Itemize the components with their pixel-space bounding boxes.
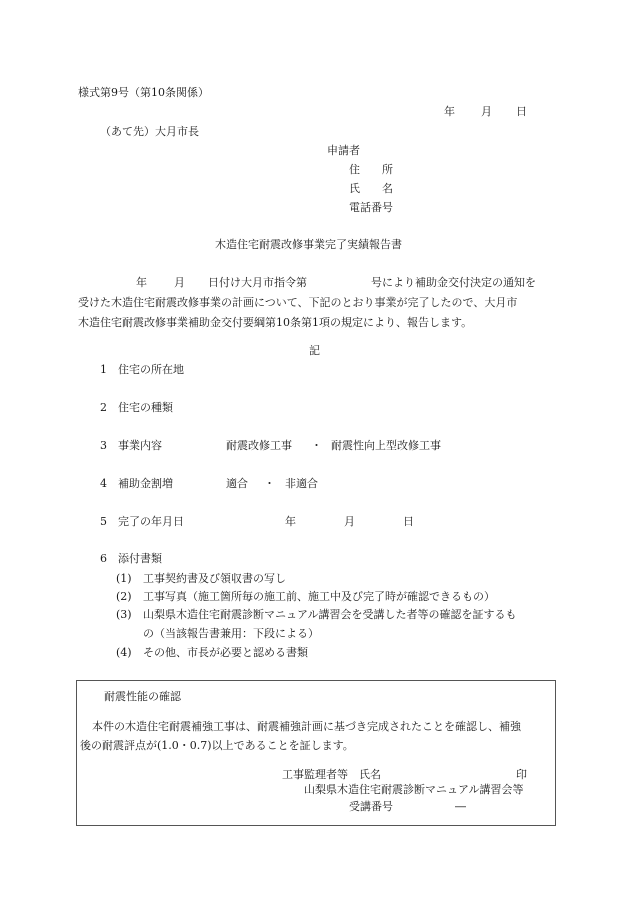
attachment-4-text: その他、市長が必要と認める書類: [143, 646, 308, 659]
item-3-separator: ・: [311, 439, 322, 452]
registration-number-dash: ―: [455, 800, 466, 813]
item-5-day: 日: [403, 515, 414, 528]
attachment-1-text: 工事契約書及び領収書の写し: [143, 572, 286, 585]
ki-heading: 記: [309, 344, 320, 357]
form-id: 様式第9号（第10条関係）: [78, 86, 209, 99]
attachment-3-continuation: の（当該報告書兼用：下段による）: [143, 627, 319, 640]
item-5-number: 5: [100, 515, 107, 528]
item-6-label: 添付書類: [118, 552, 162, 565]
seal-mark: 印: [516, 768, 527, 781]
course-name: 山梨県木造住宅耐震診断マニュアル講習会等: [304, 783, 524, 796]
item-4-option-1: 適合: [226, 477, 248, 490]
attachment-2-text: 工事写真（施工箇所毎の施工前、施工中及び完了時が確認できるもの）: [143, 590, 495, 603]
item-5-label: 完了の年月日: [118, 515, 184, 528]
item-1-label: 住宅の所在地: [118, 363, 184, 376]
document-title: 木造住宅耐震改修事業完了実績報告書: [215, 238, 402, 251]
date-year: 年: [444, 105, 455, 118]
applicant-phone-label: 電話番号: [349, 201, 393, 214]
body-line-2: 受けた木造住宅耐震改修事業の計画について、下記のとおり事業が完了したので、大月市: [78, 296, 518, 309]
confirmation-line-2: 後の耐震評点が(1.0・0.7)以上であることを証します。: [80, 739, 354, 752]
item-2-label: 住宅の種類: [118, 401, 173, 414]
item-4-number: 4: [100, 477, 107, 490]
item-3-option-1: 耐震改修工事: [226, 439, 292, 452]
item-5-year: 年: [285, 515, 296, 528]
item-6-number: 6: [100, 552, 107, 565]
item-3-label: 事業内容: [118, 439, 162, 452]
body-year: 年: [136, 276, 147, 289]
item-4-option-2: 非適合: [285, 477, 318, 490]
attachment-4-number: (4): [116, 646, 132, 659]
item-1-number: 1: [100, 363, 107, 376]
item-3-number: 3: [100, 439, 107, 452]
applicant-heading: 申請者: [327, 144, 360, 157]
date-month: 月: [481, 105, 492, 118]
body-notice-ref: 日付け大月市指令第: [208, 276, 307, 289]
supervisor-name-label: 工事監理者等 氏名: [282, 768, 381, 781]
item-2-number: 2: [100, 401, 107, 414]
attachment-3-number: (3): [116, 608, 132, 621]
date-day: 日: [516, 105, 527, 118]
body-month: 月: [174, 276, 185, 289]
item-3-option-2: 耐震性向上型改修工事: [331, 439, 441, 452]
applicant-address-label: 住 所: [349, 163, 393, 176]
registration-number-label: 受講番号: [349, 800, 393, 813]
item-5-month: 月: [344, 515, 355, 528]
attachment-1-number: (1): [116, 572, 132, 585]
confirmation-line-1: 本件の木造住宅耐震補強工事は、耐震補強計画に基づき完成されたことを確認し、補強: [92, 720, 521, 733]
attachment-3-text: 山梨県木造住宅耐震診断マニュアル講習会を受講した者等の確認を証するも: [143, 608, 517, 621]
body-line-3: 木造住宅耐震改修事業補助金交付要綱第10条第1項の規定により、報告します。: [78, 316, 473, 329]
addressee: （あて先）大月市長: [100, 125, 199, 138]
body-notice-end: 号により補助金交付決定の通知を: [371, 276, 536, 289]
attachment-2-number: (2): [116, 590, 132, 603]
confirmation-heading: 耐震性能の確認: [104, 690, 181, 703]
applicant-name-label: 氏 名: [349, 182, 393, 195]
item-4-separator: ・: [264, 477, 275, 490]
item-4-label: 補助金割増: [118, 477, 173, 490]
